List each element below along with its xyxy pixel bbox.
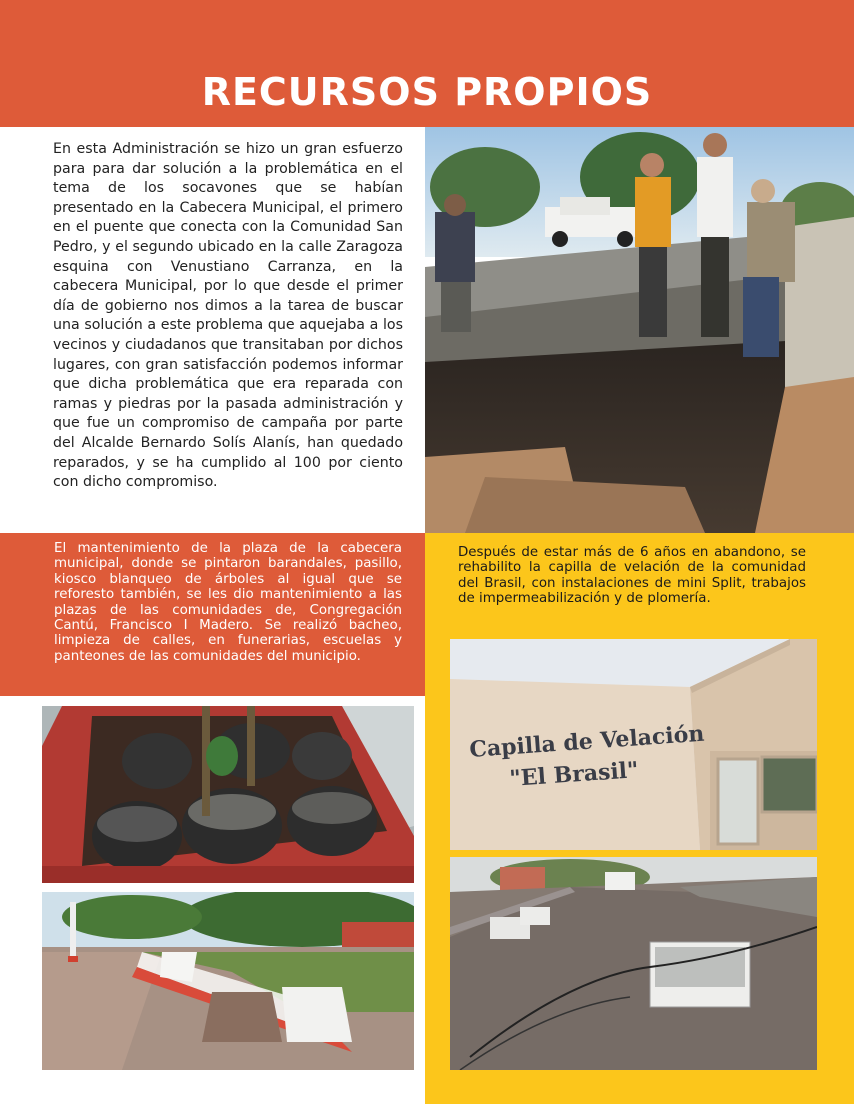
- capilla-paragraph: Después de estar más de 6 años en abandono, se rehabilito la capilla de velación de la comunidad del Brasil, con instalaciones de mini Split, trabajos de impermeabilización y de plomería.: [458, 545, 806, 607]
- sinkhole-repair-photo: [425, 127, 854, 533]
- trees-truck-photo: [42, 706, 414, 883]
- page-title: RECURSOS PROPIOS: [201, 70, 653, 114]
- rooftop-minisplit-photo: [450, 857, 817, 1070]
- plaza-benches-photo: [42, 892, 414, 1070]
- capilla-sign-line2: "El Brasil": [508, 757, 640, 792]
- header-band: [0, 0, 854, 127]
- capilla-sign-line1: Capilla de Velación: [468, 720, 706, 763]
- socavones-paragraph: En esta Administración se hizo un gran esfuerzo para para dar solución a la problemática en el tema de los socavones que se habían presentado en la Cabecera Municipal, el primero en el puente que conecta con la Comunidad San Pedro, y el segundo ubicado en la calle Zaragoza esquina con Venustiano Carranza, en la cabecera Municipal, por lo que desde el primer día de gobierno nos dimos a la tarea de buscar una solución a este problema que aquejaba a los vecinos y ciudadanos que transitaban por dichos lugares, con gran satisfacción podemos informar que dicha problemática que era reparada con ramas y piedras por la pasada administración y que fue un compromiso de campaña por parte del Alcalde Bernardo Solís Alanís, han quedado reparados, y se ha cumplido al 100 por ciento con dicho compromiso.: [53, 141, 403, 491]
- plaza-paragraph: El mantenimiento de la plaza de la cabecera municipal, donde se pintaron barandales, pasillo, kiosco blanqueo de árboles al igual que se reforesto también, se les dio mantenimiento a las plazas de las comunidades de, Congregación Cantú, Francisco I Madero. Se realizó bacheo, limpieza de calles, en funerarias, escuelas y panteones de las comunidades del municipio.: [54, 541, 402, 664]
- capilla-building-photo: [450, 639, 817, 850]
